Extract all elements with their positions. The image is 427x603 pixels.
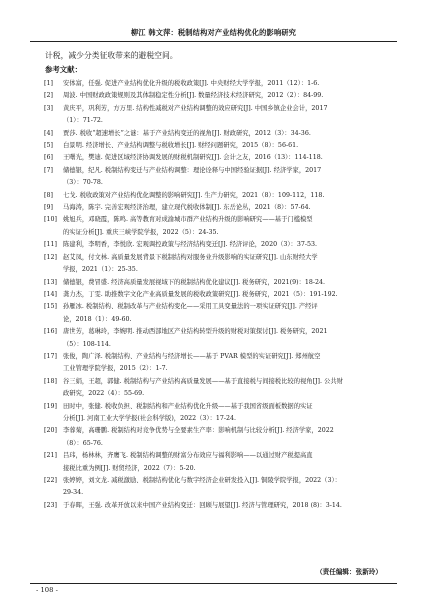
reference-text: 孙雁冰. 税制结构、税制改革与产业结构变化——采用工具变量法的一项实证研究[J]. 产经评 <box>63 303 318 311</box>
reference-text: 储德银，纪凡. 税制结构变迁与产业结构调整：理论诠释与中国经验证据[J]. 经济学家，2017 <box>63 166 322 174</box>
reference-text: 论，2018（1）：49-60. <box>63 315 132 323</box>
reference-text: （3）：70-78. <box>63 179 103 187</box>
reference-item <box>44 239 400 251</box>
body-text-continuation: 计税，减少分类征收带来的避税空间。 <box>45 51 178 60</box>
reference-text: 学报，2021（1）：25-35. <box>63 266 138 274</box>
reference-text: 周波. 中国财政政策规则及其体制稳定性分析[J]. 数量经济技术经济研究，2012（2）：84-99. <box>63 92 324 100</box>
reference-number: [9] <box>44 204 53 212</box>
reference-text: 七戈. 税收政策对产业结构优化调整的影响研究[J]. 生产力研究，2021（8）：109-112，118. <box>63 191 325 199</box>
reference-text: 储德银，费冒盛. 经济高质量发展视域下的税制结构优化建议[J]. 税务研究，2021(9)：18-24. <box>63 278 326 286</box>
reference-item <box>44 78 400 90</box>
reference-item <box>44 177 400 189</box>
reference-text: 田时中，张健. 税收负担、税制结构和产业结构优化升级——基于我国省级面板数据的实证 <box>63 402 313 410</box>
reference-text: 于春晖，王强. 改革开放以来中国产业结构变迁：回顾与展望[J]. 经济与管理研究，2018 (8)：3-14. <box>63 501 342 509</box>
reference-item <box>44 140 400 152</box>
footer-rule <box>30 583 397 584</box>
reference-item <box>44 277 400 289</box>
reference-number: [21] <box>44 452 57 460</box>
reference-text: 赵艾凤，付文林. 高质量发展背景下税制结构对服务业升级影响的实证研究[J]. 山东财经大学 <box>63 253 318 261</box>
header-rule <box>30 41 397 42</box>
reference-number: [15] <box>44 303 57 311</box>
reference-number: [5] <box>44 142 53 150</box>
reference-text: 张俊，陶广泽. 税制结构、产业结构与经济增长——基于 PVAR 模型的实证研究[J]. 郑州航空 <box>63 352 321 360</box>
reference-text: 唐世芳，葛琳玲，李婉明. 推动西部地区产业结构转型升级的财税对策探讨[J]. 税务研究，2021 <box>63 328 328 336</box>
reference-item <box>44 450 400 462</box>
reference-number: [20] <box>44 427 57 435</box>
reference-number: [16] <box>44 328 57 336</box>
reference-item <box>44 475 400 487</box>
reference-text: 安体富，任强. 促进产业结构优化升级的税收政策[J]. 中央财经大学学报，2011（12）：1-6. <box>63 80 320 87</box>
reference-number: [12] <box>44 253 57 261</box>
reference-item <box>44 351 400 363</box>
reference-text: （1）：71-72. <box>63 117 103 125</box>
reference-number: [17] <box>44 352 57 360</box>
page-number: - 108 - <box>36 586 58 594</box>
reference-number: [23] <box>44 501 57 509</box>
reference-text: 白景明. 经济增长、产业结构调整与税收增长[J]. 财经问题研究，2015（8）：56-61. <box>63 142 299 150</box>
reference-text: 政研究，2022（4）：55-69. <box>63 390 145 398</box>
reference-item <box>44 252 400 264</box>
references-heading: 参考文献： <box>45 65 82 74</box>
reference-text: 分析[J]. 河南工业大学学报(社会科学版)，2022（3）：17-24. <box>63 414 237 422</box>
reference-item <box>44 227 400 239</box>
reference-number: [22] <box>44 477 57 484</box>
reference-text: 贾莎. 税收“超速增长”之谜：基于产业结构变迁的视角[J]. 财政研究，2012（3）：34-36. <box>63 129 311 137</box>
reference-text: 的实证分析[J]. 重庆三峡学院学报，2022（5）：24-35. <box>63 228 219 236</box>
reference-item <box>44 376 400 388</box>
reference-number: [11] <box>44 241 57 249</box>
reference-item <box>44 264 400 276</box>
reference-text: 马海涛，陈宇. 完善宏观经济治理，建立现代税收体制[J]. 东岳论丛，2021（8）：57-64. <box>63 204 311 212</box>
reference-text: 黄庆平，巩利芳，方万里. 结构性减税对产业结构调整的效应研究[J]. 中国乡镇企业会计，2017 <box>63 104 328 112</box>
reference-list <box>44 78 400 512</box>
reference-item <box>44 152 400 164</box>
reference-item <box>44 363 400 375</box>
reference-number: [8] <box>44 191 53 199</box>
reference-item <box>44 438 400 450</box>
reference-text: 工业管理学院学报，2015（2）：1-7. <box>63 365 168 373</box>
reference-text: （8）：65-76. <box>63 439 103 447</box>
reference-item <box>44 90 400 102</box>
editor-note: （责任编辑：张新玲） <box>316 568 382 576</box>
reference-number: [13] <box>44 278 57 286</box>
reference-item <box>44 103 400 115</box>
reference-item <box>44 301 400 313</box>
reference-item <box>44 425 400 437</box>
reference-number: [2] <box>44 92 53 100</box>
reference-number: [6] <box>44 154 53 162</box>
reference-number: [3] <box>44 104 53 112</box>
reference-number: [14] <box>44 290 57 298</box>
reference-item <box>44 487 400 499</box>
reference-item <box>44 413 400 425</box>
reference-item <box>44 314 400 326</box>
running-header: 柳江 韩文萍：税制结构对产业结构优化的影响研究 <box>130 28 297 37</box>
reference-text: 张婷婷，刘文龙. 减税激励、税制结构优化与数字经济企业研发投入[J]. 铜陵学院学报，2022（3）： <box>63 477 341 484</box>
reference-text: 龚力杰，丁雯. 助推数字文化产业高质量发展的税收政策研究[J]. 税务研究，2021（5）：191-192. <box>63 290 338 298</box>
reference-item <box>44 115 400 127</box>
reference-item <box>44 289 400 301</box>
reference-item <box>44 463 400 475</box>
reference-text: 陈建利，李明香，李悦欣. 宏观调控政策与经济结构变迁[J]. 经济评论，2020（3）：37-53. <box>63 241 317 249</box>
reference-text: 接税比重为例[J]. 财贸经济，2022（7）：5-20. <box>63 464 196 472</box>
reference-text: （5）：108-114. <box>63 340 111 348</box>
reference-text: 吕玮，杨林林，齐鹰飞. 税制结构调整的财富分布效应与福利影响——以通过财产税提高直 <box>63 452 313 460</box>
reference-item <box>44 165 400 177</box>
reference-number: [1] <box>44 80 53 87</box>
reference-text: 王曙光，樊迪. 促进区域经济协调发展的财税机制研究[J]. 会计之友，2016（13）：114-118. <box>63 154 323 162</box>
reference-text: 姚旭兵，邓晓霞，陈鸣. 高等教育对成渝城市群产业结构升级的影响研究——基于门槛模型 <box>63 216 313 224</box>
reference-number: [4] <box>44 129 53 137</box>
reference-item <box>44 214 400 226</box>
reference-item <box>44 339 400 351</box>
reference-item <box>44 202 400 214</box>
reference-text: 李蓉菊，高珊鹏. 税制结构对竞争优势与全要素生产率：影响机制与比较分析[J]. 经济学家，2022 <box>63 427 334 435</box>
reference-text: 29-34. <box>63 489 84 497</box>
reference-number: [19] <box>44 402 57 410</box>
reference-item <box>44 190 400 202</box>
reference-text: 谷三娟，王超，郭健. 税制结构与产业结构高质量发展——基于直接税与间接税比较的视角[J]. 公共财 <box>63 377 343 385</box>
reference-item <box>44 326 400 338</box>
reference-number: [7] <box>44 166 53 174</box>
reference-number: [10] <box>44 216 57 224</box>
reference-item <box>44 500 400 512</box>
reference-item <box>44 401 400 413</box>
reference-item <box>44 388 400 400</box>
reference-number: [18] <box>44 377 57 385</box>
reference-item <box>44 128 400 140</box>
